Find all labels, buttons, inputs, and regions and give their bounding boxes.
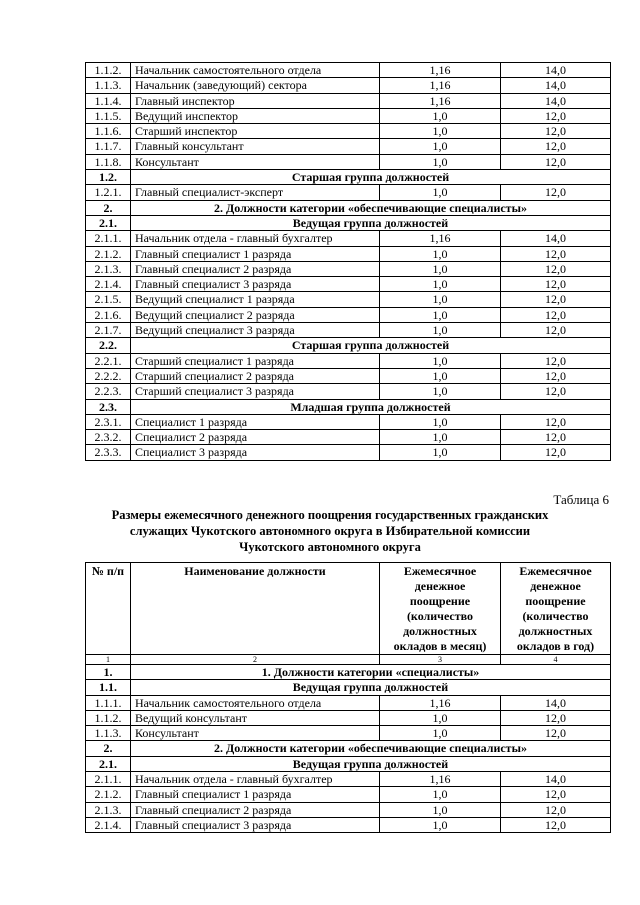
position-name: Ведущий консультант: [131, 710, 380, 725]
monthly-bonus-value: 1,16: [380, 93, 501, 108]
yearly-bonus-value: 12,0: [501, 384, 611, 399]
column-number: 2: [131, 655, 380, 665]
position-name: Специалист 1 разряда: [131, 414, 380, 429]
monthly-bonus-value: 1,0: [380, 353, 501, 368]
position-number: 1.1.4.: [86, 93, 131, 108]
table-title: Размеры ежемесячного денежного поощрения государственных гражданских служащих Чукотского автономного округа в Избирательной комиссии Чукотского автономного округа: [111, 508, 549, 554]
position-number: 1.1.2.: [86, 710, 131, 725]
position-number: 2.1.4.: [86, 817, 131, 832]
group-title: Ведущая группа должностей: [131, 215, 611, 230]
position-number: 1.1.8.: [86, 154, 131, 169]
position-number: 1.1.7.: [86, 139, 131, 154]
monthly-bonus-value: 1,0: [380, 726, 501, 741]
monthly-bonus-value: 1,0: [380, 246, 501, 261]
position-name: Специалист 2 разряда: [131, 430, 380, 445]
position-name: Начальник (заведующий) сектора: [131, 78, 380, 93]
yearly-bonus-value: 12,0: [501, 817, 611, 832]
group-number: 1.: [86, 665, 131, 680]
monthly-bonus-value: 1,0: [380, 787, 501, 802]
table-row: [86, 108, 611, 123]
yearly-bonus-value: 14,0: [501, 772, 611, 787]
table-row: [86, 787, 611, 802]
position-name: Ведущий инспектор: [131, 108, 380, 123]
header-year: Ежемесячное денежное поощрение (количество должностных окладов в год): [501, 563, 611, 655]
position-number: 1.1.5.: [86, 108, 131, 123]
monthly-bonus-value: 1,0: [380, 414, 501, 429]
position-number: 2.1.5.: [86, 292, 131, 307]
position-name: Старший специалист 1 разряда: [131, 353, 380, 368]
position-number: 2.2.1.: [86, 353, 131, 368]
yearly-bonus-value: 12,0: [501, 185, 611, 200]
position-number: 2.1.7.: [86, 323, 131, 338]
table-row: [86, 261, 611, 276]
position-name: Главный специалист-эксперт: [131, 185, 380, 200]
yearly-bonus-value: 12,0: [501, 307, 611, 322]
position-name: Специалист 3 разряда: [131, 445, 380, 460]
table-row: [86, 323, 611, 338]
yearly-bonus-value: 12,0: [501, 802, 611, 817]
table-row: [86, 277, 611, 292]
table-row: [86, 139, 611, 154]
position-number: 2.1.3.: [86, 261, 131, 276]
column-number: 4: [501, 655, 611, 665]
position-name: Главный специалист 3 разряда: [131, 277, 380, 292]
table-row: [86, 414, 611, 429]
position-number: 2.2.2.: [86, 368, 131, 383]
yearly-bonus-value: 12,0: [501, 353, 611, 368]
position-name: Старший специалист 3 разряда: [131, 384, 380, 399]
monthly-bonus-value: 1,0: [380, 185, 501, 200]
table-continuation-body: [86, 63, 611, 461]
yearly-bonus-value: 12,0: [501, 277, 611, 292]
group-title: Ведущая группа должностей: [131, 756, 611, 771]
group-title: Старшая группа должностей: [131, 170, 611, 185]
table-row: [86, 124, 611, 139]
position-name: Ведущий специалист 2 разряда: [131, 307, 380, 322]
yearly-bonus-value: 12,0: [501, 430, 611, 445]
group-title: Младшая группа должностей: [131, 399, 611, 414]
table-label: Таблица 6: [553, 492, 609, 507]
position-name: Начальник самостоятельного отдела: [131, 695, 380, 710]
table-row: [86, 93, 611, 108]
table-row: [86, 384, 611, 399]
table-row: [86, 430, 611, 445]
group-number: 2.: [86, 200, 131, 215]
table-row: [86, 802, 611, 817]
monthly-bonus-value: 1,0: [380, 108, 501, 123]
monthly-bonus-value: 1,0: [380, 292, 501, 307]
table-row: [86, 445, 611, 460]
group-title: Ведущая группа должностей: [131, 680, 611, 695]
table-row: [86, 63, 611, 78]
yearly-bonus-value: 14,0: [501, 695, 611, 710]
position-name: Ведущий специалист 3 разряда: [131, 323, 380, 338]
position-number: 2.2.3.: [86, 384, 131, 399]
yearly-bonus-value: 12,0: [501, 261, 611, 276]
table-header-row: [86, 563, 611, 655]
monthly-bonus-value: 1,0: [380, 154, 501, 169]
yearly-bonus-value: 12,0: [501, 710, 611, 725]
position-name: Начальник отдела - главный бухгалтер: [131, 772, 380, 787]
yearly-bonus-value: 12,0: [501, 108, 611, 123]
table-6: [85, 562, 611, 833]
yearly-bonus-value: 12,0: [501, 292, 611, 307]
group-title: 2. Должности категории «обеспечивающие специалисты»: [131, 200, 611, 215]
position-name: Старший инспектор: [131, 124, 380, 139]
group-number: 1.1.: [86, 680, 131, 695]
group-number: 2.1.: [86, 756, 131, 771]
table-row: [86, 231, 611, 246]
group-number: 2.3.: [86, 399, 131, 414]
table-row: [86, 185, 611, 200]
monthly-bonus-value: 1,0: [380, 445, 501, 460]
header-num: № п/п: [86, 563, 131, 655]
position-number: 1.1.1.: [86, 695, 131, 710]
position-name: Главный специалист 1 разряда: [131, 787, 380, 802]
yearly-bonus-value: 12,0: [501, 139, 611, 154]
table-row: [86, 246, 611, 261]
monthly-bonus-value: 1,16: [380, 231, 501, 246]
yearly-bonus-value: 12,0: [501, 323, 611, 338]
group-heading-row: [86, 399, 611, 414]
table-row: [86, 710, 611, 725]
group-title: 2. Должности категории «обеспечивающие специалисты»: [131, 741, 611, 756]
position-name: Главный инспектор: [131, 93, 380, 108]
position-name: Главный специалист 3 разряда: [131, 817, 380, 832]
monthly-bonus-value: 1,0: [380, 430, 501, 445]
monthly-bonus-value: 1,16: [380, 63, 501, 78]
position-number: 2.3.2.: [86, 430, 131, 445]
yearly-bonus-value: 12,0: [501, 368, 611, 383]
position-number: 2.1.4.: [86, 277, 131, 292]
position-name: Главный специалист 2 разряда: [131, 802, 380, 817]
table-row: [86, 292, 611, 307]
group-title: 1. Должности категории «специалисты»: [131, 665, 611, 680]
position-name: Консультант: [131, 154, 380, 169]
position-number: 2.3.3.: [86, 445, 131, 460]
group-number: 2.1.: [86, 215, 131, 230]
monthly-bonus-value: 1,0: [380, 277, 501, 292]
position-number: 1.1.2.: [86, 63, 131, 78]
monthly-bonus-value: 1,0: [380, 323, 501, 338]
yearly-bonus-value: 12,0: [501, 154, 611, 169]
header-name: Наименование должности: [131, 563, 380, 655]
monthly-bonus-value: 1,16: [380, 78, 501, 93]
header-month: Ежемесячное денежное поощрение (количество должностных окладов в месяц): [380, 563, 501, 655]
group-heading-row: [86, 338, 611, 353]
position-number: 2.1.1.: [86, 772, 131, 787]
monthly-bonus-value: 1,0: [380, 124, 501, 139]
position-name: Главный специалист 1 разряда: [131, 246, 380, 261]
yearly-bonus-value: 12,0: [501, 445, 611, 460]
position-name: Главный специалист 2 разряда: [131, 261, 380, 276]
position-number: 2.1.1.: [86, 231, 131, 246]
position-name: Ведущий специалист 1 разряда: [131, 292, 380, 307]
yearly-bonus-value: 14,0: [501, 93, 611, 108]
yearly-bonus-value: 12,0: [501, 246, 611, 261]
table-row: [86, 78, 611, 93]
position-number: 1.2.1.: [86, 185, 131, 200]
table-row: [86, 772, 611, 787]
group-heading-row: [86, 200, 611, 215]
monthly-bonus-value: 1,0: [380, 384, 501, 399]
yearly-bonus-value: 12,0: [501, 726, 611, 741]
yearly-bonus-value: 12,0: [501, 414, 611, 429]
position-number: 2.3.1.: [86, 414, 131, 429]
yearly-bonus-value: 14,0: [501, 78, 611, 93]
group-heading-row: [86, 215, 611, 230]
group-title: Старшая группа должностей: [131, 338, 611, 353]
column-numbers-row: [86, 655, 611, 665]
group-heading-row: [86, 680, 611, 695]
table-row: [86, 154, 611, 169]
monthly-bonus-value: 1,0: [380, 261, 501, 276]
monthly-bonus-value: 1,0: [380, 307, 501, 322]
group-number: 2.: [86, 741, 131, 756]
position-number: 2.1.6.: [86, 307, 131, 322]
table-6-body: [86, 665, 611, 833]
group-number: 1.2.: [86, 170, 131, 185]
monthly-bonus-value: 1,0: [380, 802, 501, 817]
table-row: [86, 726, 611, 741]
group-heading-row: [86, 665, 611, 680]
monthly-bonus-value: 1,16: [380, 772, 501, 787]
monthly-bonus-value: 1,0: [380, 368, 501, 383]
position-name: Начальник отдела - главный бухгалтер: [131, 231, 380, 246]
yearly-bonus-value: 12,0: [501, 124, 611, 139]
position-number: 2.1.3.: [86, 802, 131, 817]
position-number: 1.1.6.: [86, 124, 131, 139]
column-number: 1: [86, 655, 131, 665]
table-row: [86, 368, 611, 383]
table-row: [86, 307, 611, 322]
position-name: Старший специалист 2 разряда: [131, 368, 380, 383]
position-number: 1.1.3.: [86, 78, 131, 93]
position-number: 1.1.3.: [86, 726, 131, 741]
group-heading-row: [86, 741, 611, 756]
position-number: 2.1.2.: [86, 787, 131, 802]
group-heading-row: [86, 170, 611, 185]
group-heading-row: [86, 756, 611, 771]
table-row: [86, 695, 611, 710]
column-number: 3: [380, 655, 501, 665]
table-row: [86, 353, 611, 368]
table-continuation: [85, 62, 611, 461]
yearly-bonus-value: 14,0: [501, 231, 611, 246]
table-row: [86, 817, 611, 832]
monthly-bonus-value: 1,0: [380, 710, 501, 725]
position-name: Консультант: [131, 726, 380, 741]
position-number: 2.1.2.: [86, 246, 131, 261]
monthly-bonus-value: 1,0: [380, 139, 501, 154]
position-name: Начальник самостоятельного отдела: [131, 63, 380, 78]
position-name: Главный консультант: [131, 139, 380, 154]
monthly-bonus-value: 1,0: [380, 817, 501, 832]
yearly-bonus-value: 14,0: [501, 63, 611, 78]
group-number: 2.2.: [86, 338, 131, 353]
yearly-bonus-value: 12,0: [501, 787, 611, 802]
monthly-bonus-value: 1,16: [380, 695, 501, 710]
